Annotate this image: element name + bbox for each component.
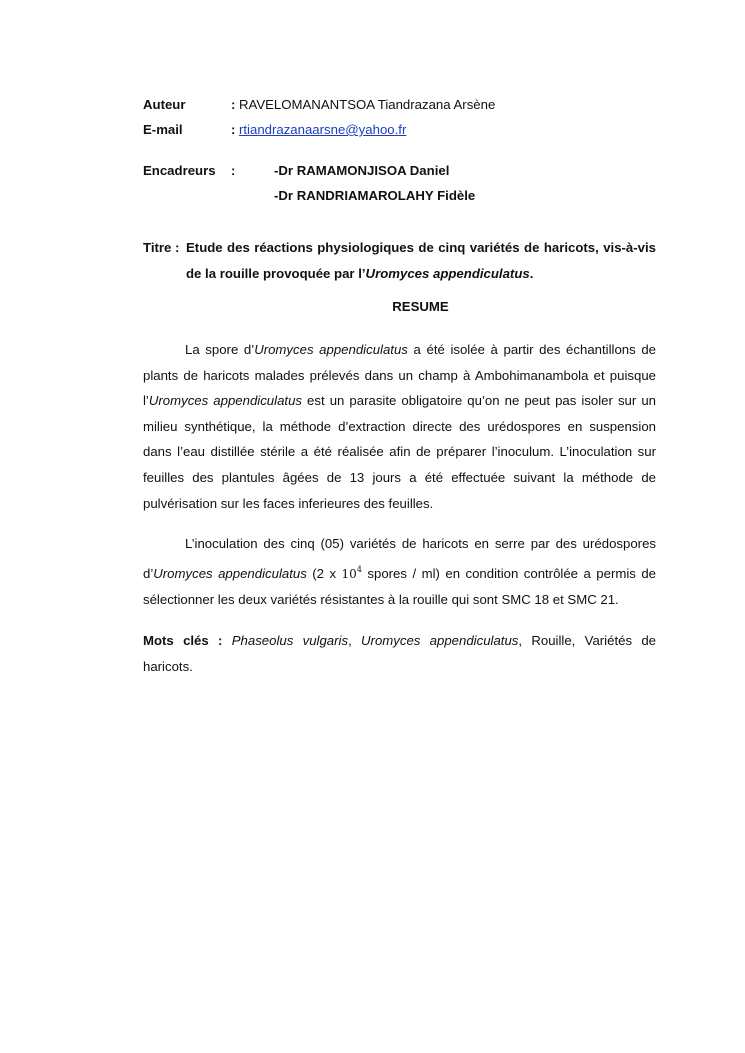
keyword-phaseolus: Phaseolus vulgaris xyxy=(231,632,349,648)
title-block xyxy=(143,235,656,287)
title-text: Etude des réactions physiologiques de cinq variétés de haricots, vis-à-vis de la rouille provoquée par l’Uromyces appendiculatus. xyxy=(186,240,656,281)
supervisors-colon: : xyxy=(231,163,236,178)
title-label: Titre : xyxy=(143,240,180,255)
supervisor-2: -Dr RANDRIAMAROLAHY Fidèle xyxy=(274,188,476,203)
supervisors-row xyxy=(143,162,656,187)
supervisor-1: -Dr RAMAMONJISOA Daniel xyxy=(274,163,450,178)
author-colon: : xyxy=(231,97,236,112)
author-name: RAVELOMANANTSOA Tiandrazana Arsène xyxy=(239,97,496,112)
title-species: Uromyces appendiculatus xyxy=(365,266,530,281)
supervisors-row-2 xyxy=(143,187,656,212)
concentration-value: $10^4$ xyxy=(341,564,362,581)
author-row xyxy=(143,96,656,121)
email-link[interactable]: rtiandrazanaarsne@yahoo.fr xyxy=(239,122,407,137)
keyword-uromyces: Uromyces appendiculatus xyxy=(361,632,519,648)
keywords: Mots clés : Phaseolus vulgaris, Uromyces appendiculatus, Rouille, Variétés de haricots. xyxy=(143,632,657,674)
abstract-paragraph-1: La spore d’Uromyces appendiculatus a été isolée à partir des échantillons de plants de haricots malades prélevés dans un champ à Ambohimanambola et puisque l’Uromyces appendiculatus est un parasite obligatoire qu’on ne peut pas isoler sur un milieu synthétique, la méthode d’extraction directe des urédospores en suspension dans l’eau distillée stérile a été réalisée afin de préparer l’inoculum. L’inoculation sur feuilles des plantules âgées de 13 jours a été effectuée suivant la méthode de pulvérisation sur les faces inferieures des feuilles. xyxy=(143,342,656,511)
email-colon: : xyxy=(231,122,236,137)
resume-heading: RESUME xyxy=(392,299,449,314)
keywords-label: Mots clés : xyxy=(143,632,223,648)
supervisors-label: Encadreurs xyxy=(143,163,216,178)
abstract-paragraph-2: L’inoculation des cinq (05) variétés de haricots en serre par des urédospores d’Uromyces appendiculatus (2 x $10^4$ spores / ml) en condition contrôlée a permis de sélectionner les deux variétés résistantes à la rouille qui sont SMC 18 et SMC 21. xyxy=(143,536,656,608)
document-page xyxy=(143,96,656,679)
email-label: E-mail xyxy=(143,122,183,137)
species-name: Uromyces appendiculatus xyxy=(254,342,408,357)
email-row xyxy=(143,121,656,146)
author-label: Auteur xyxy=(143,97,186,112)
species-name: Uromyces appendiculatus xyxy=(148,393,302,409)
species-name: Uromyces appendiculatus xyxy=(153,565,307,581)
